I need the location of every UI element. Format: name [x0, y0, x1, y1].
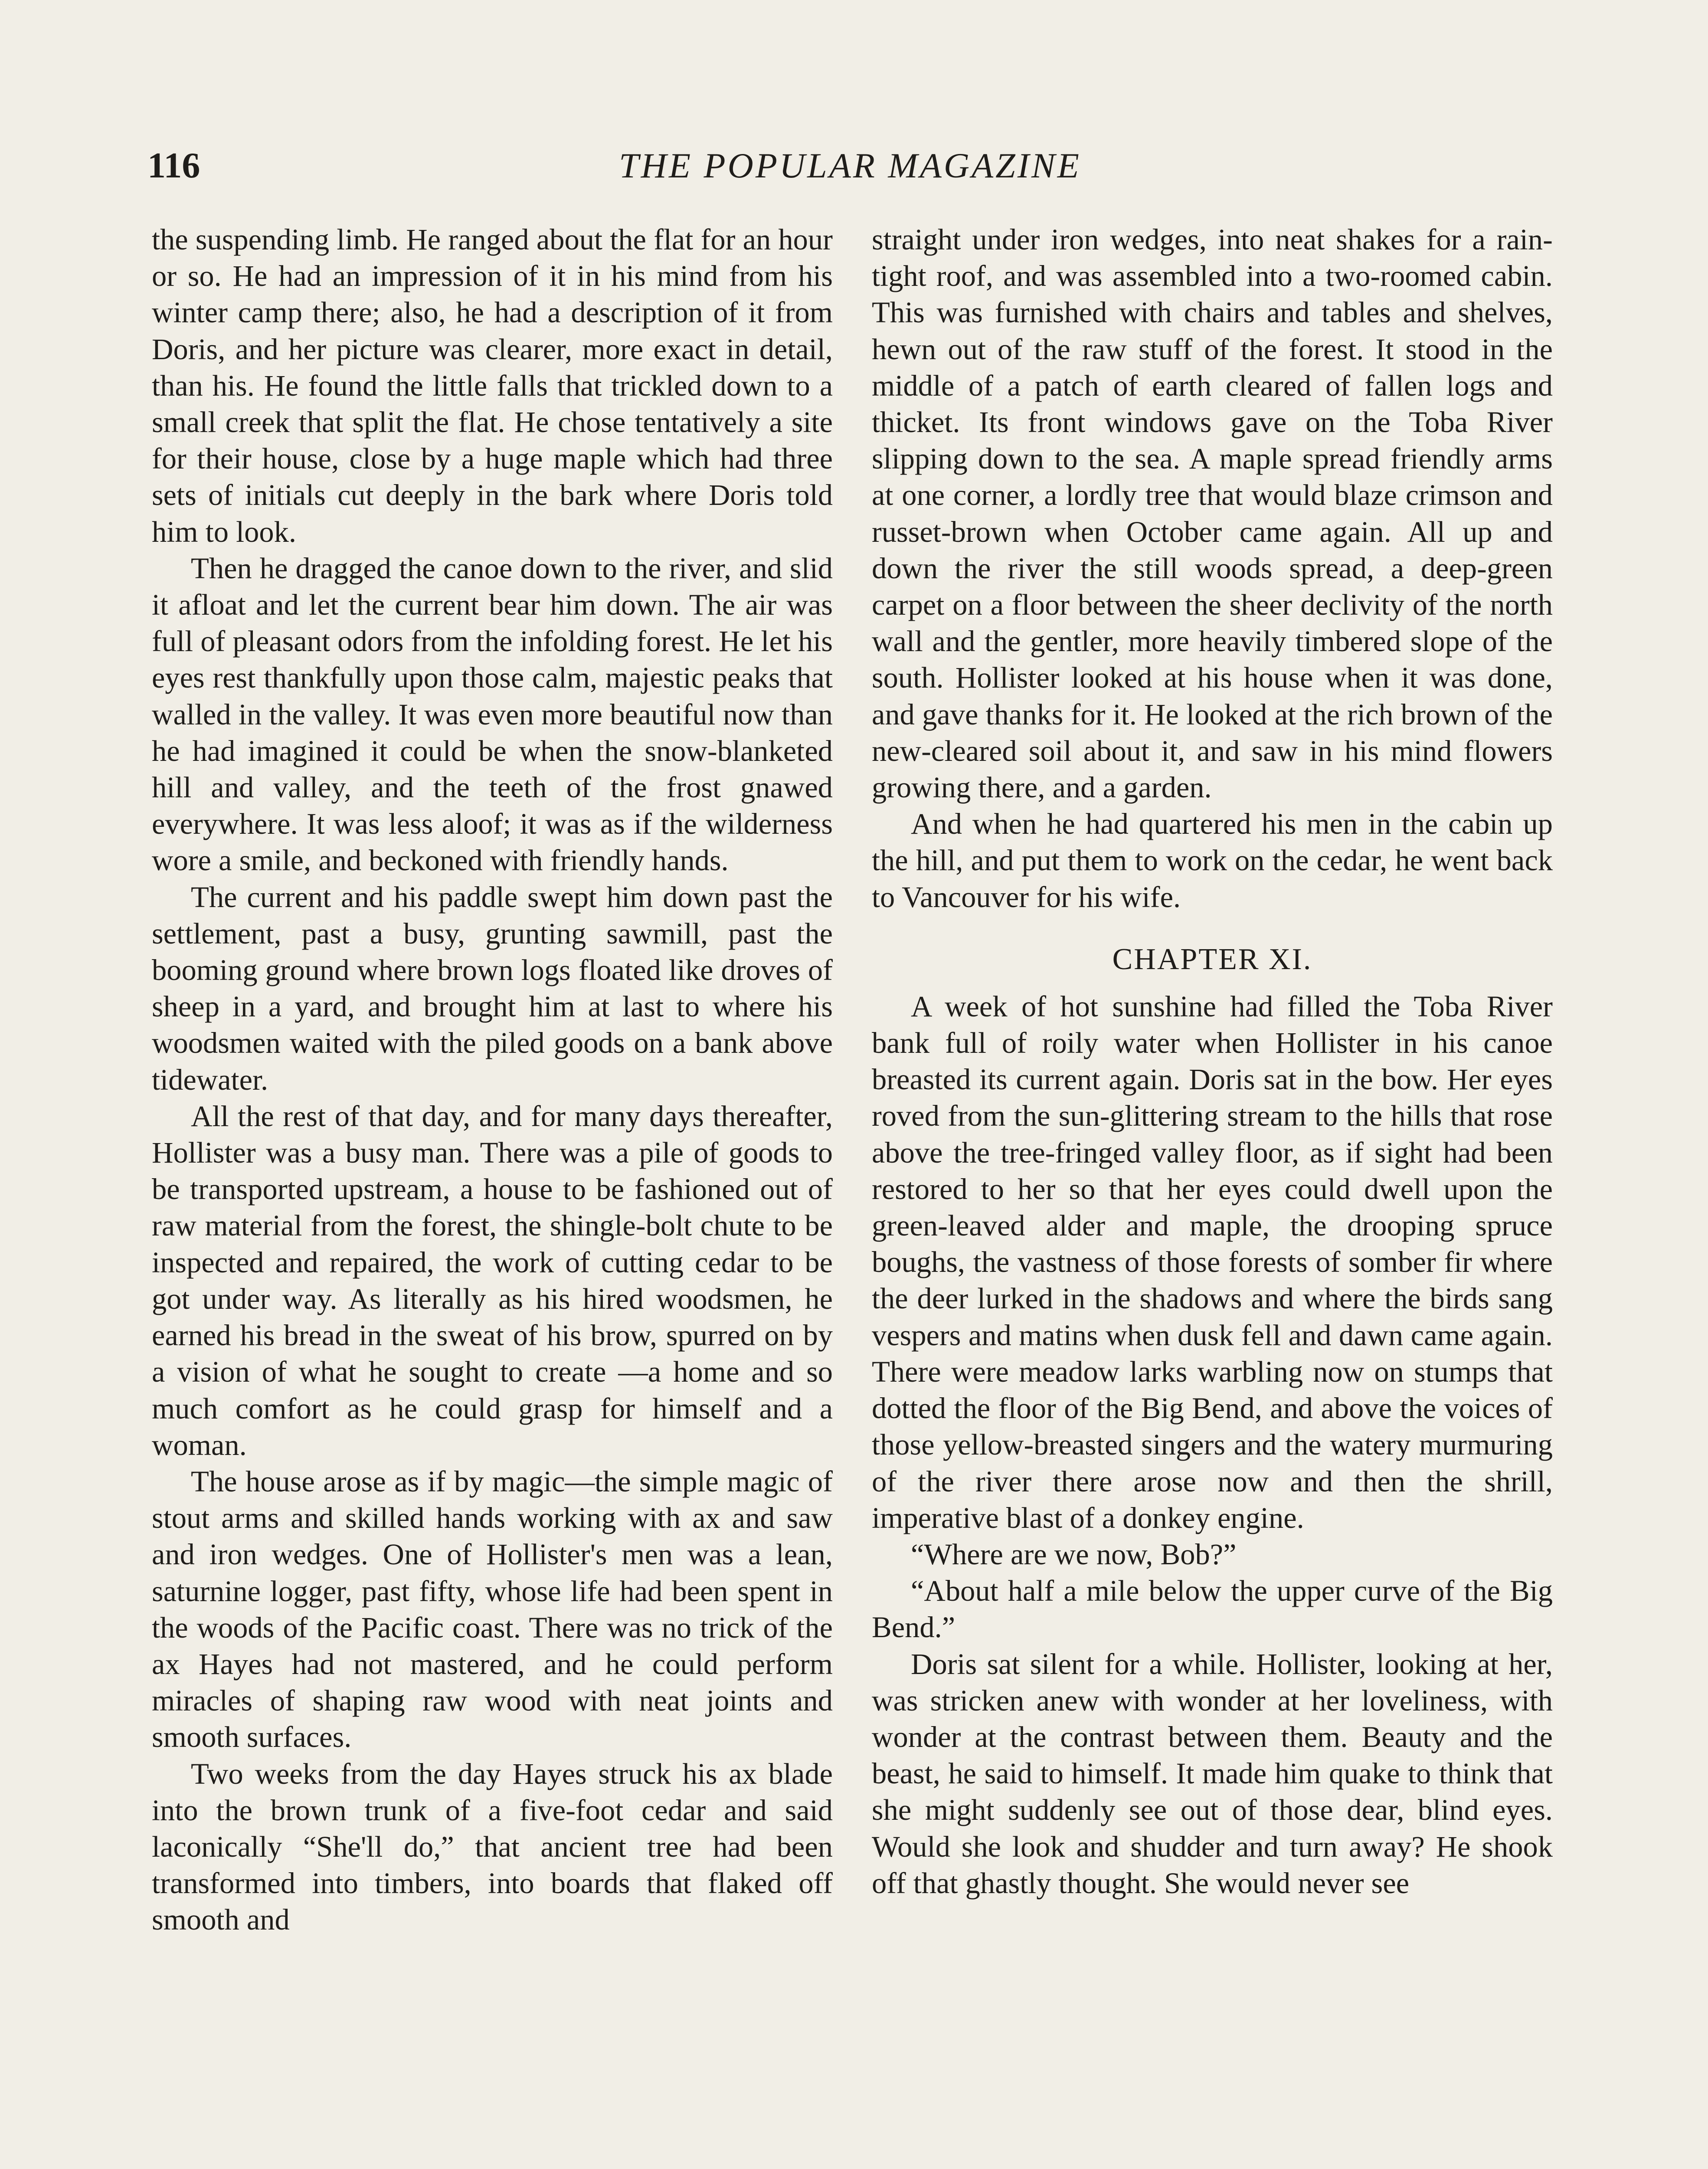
running-title: THE POPULAR MAGAZINE [619, 146, 1081, 185]
paragraph: Doris sat silent for a while. Hollister, looking at her, was stricken anew with wonder at her loveliness, with wonder at the contrast between them. Beauty and the beast, he said to himself. It made him quake to think that she might suddenly see out of those dear, blind eyes. Would she look and shudder and turn away? He shook off that ghastly thought. She would never see [872, 1647, 1553, 1900]
page-header [147, 140, 1553, 192]
paragraph: The house arose as if by magic—the simple magic of stout arms and skilled hands working with ax and saw and iron wedges. One of Hollister's men was a lean, saturnine logger, past fifty, whose life had been spent in the woods of the Pacific coast. There was no trick of the ax Hayes had not mastered, and he could perform miracles of shaping raw wood with neat joints and smooth surfaces. [152, 1465, 833, 1754]
paragraph: “About half a mile below the upper curve of the Big Bend.” [872, 1574, 1553, 1644]
paragraph: “Where are we now, Bob?” [911, 1537, 1237, 1571]
paragraph: All the rest of that day, and for many days thereafter, Hollister was a busy man. There was a pile of goods to be transported upstream, a house to be fashioned out of raw material from the forest, the shingle-bolt chute to be inspected and repaired, the work of cutting cedar to be got under way. As literally as his hired woodsmen, he earned his bread in the sweat of his brow, spurred on by a vision of what he sought to create —a home and so much comfort as he could grasp for himself and a woman. [152, 1099, 833, 1461]
paragraph: And when he had quartered his men in the cabin up the hill, and put them to work on the cedar, he went back to Vancouver for his wife. [872, 807, 1553, 914]
page-number: 116 [147, 145, 200, 186]
paragraph: Two weeks from the day Hayes struck his ax blade into the brown trunk of a five-foot cedar and said laconically “She'll do,” that ancient tree had been transformed into timbers, into boards that flaked off smooth and [152, 1757, 833, 1936]
chapter-heading: CHAPTER XI. [1112, 942, 1312, 976]
paragraph: the suspending limb. He ranged about the flat for an hour or so. He had an impression of it in his mind from his winter camp there; also, he had a description of it from Doris, and her picture was clearer, more exact in detail, than his. He found the little falls that trickled down to a small creek that split the flat. He chose tentatively a site for their house, close by a huge maple which had three sets of initials cut deeply in the bark where Doris told him to look. [152, 223, 833, 548]
right-column [872, 221, 1553, 1901]
left-column [152, 221, 833, 1938]
paragraph: A week of hot sunshine had filled the Toba River bank full of roily water when Hollister in his canoe breasted its current again. Doris sat in the bow. Her eyes roved from the sun-glittering stream to the hills that rose above the tree-fringed valley floor, as if sight had been restored to her so that her eyes could dwell upon the green-leaved alder and maple, the drooping spruce boughs, the vastness of those forests of somber fir where the deer lurked in the shadows and where the birds sang vespers and matins when dusk fell and dawn came again. There were meadow larks warbling now on stumps that dotted the floor of the Big Bend, and above the voices of those yellow-breasted singers and the watery murmuring of the river there arose now and then the shrill, imperative blast of a donkey engine. [872, 989, 1553, 1534]
paragraph: straight under iron wedges, into neat shakes for a rain-tight roof, and was assembled into a two-roomed cabin. This was furnished with chairs and tables and shelves, hewn out of the raw stuff of the forest. It stood in the middle of a patch of earth cleared of fallen logs and thicket. Its front windows gave on the Toba River slipping down to the sea. A maple spread friendly arms at one corner, a lordly tree that would blaze crimson and russet-brown when October came again. All up and down the river the still woods spread, a deep-green carpet on a floor between the sheer declivity of the north wall and the gentler, more heavily timbered slope of the south. Hollister looked at his house when it was done, and gave thanks for it. He looked at the rich brown of the new-cleared soil about it, and saw in his mind flowers growing there, and a garden. [872, 223, 1553, 804]
paragraph: Then he dragged the canoe down to the river, and slid it afloat and let the current bear him down. The air was full of pleasant odors from the infolding forest. He let his eyes rest thankfully upon those calm, majestic peaks that walled in the valley. It was even more beautiful now than he had imagined it could be when the snow-blanketed hill and valley, and the teeth of the frost gnawed everywhere. It was less aloof; it was as if the wilderness wore a smile, and beckoned with friendly hands. [152, 551, 833, 877]
paragraph: The current and his paddle swept him down past the settlement, past a busy, grunting sawmill, past the booming ground where brown logs floated like droves of sheep in a yard, and brought him at last to where his woodsmen waited with the piled goods on a bank above tidewater. [152, 880, 833, 1096]
